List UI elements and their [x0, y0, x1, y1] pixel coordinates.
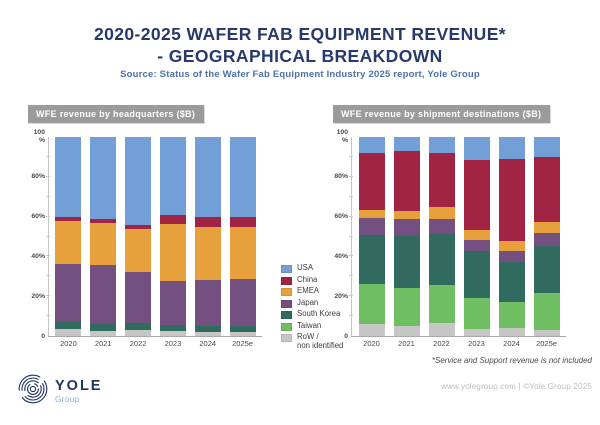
y-axis-label: 100 % — [33, 129, 45, 144]
legend-label: USA — [297, 263, 314, 272]
segment-china — [230, 217, 256, 227]
stacked-bar-2024 — [195, 137, 221, 336]
segment-china — [359, 153, 385, 210]
segment-south-korea — [464, 251, 490, 298]
x-axis-label: 2023 — [164, 339, 182, 348]
segment-emea — [125, 229, 151, 273]
stacked-bar-2025e — [534, 137, 560, 336]
legend-item — [281, 333, 343, 351]
x-axis-label: 2020 — [363, 339, 380, 348]
segment-japan — [429, 219, 455, 235]
legend-swatch — [281, 311, 292, 319]
axis-tick — [46, 275, 50, 276]
segment-usa — [464, 137, 490, 160]
segment-row-non-identified — [429, 323, 455, 336]
bar-slot — [86, 137, 121, 348]
segment-taiwan — [394, 288, 420, 326]
segment-japan — [55, 264, 81, 322]
y-axis-label: 60% — [31, 213, 45, 221]
x-axis-label: 2022 — [433, 339, 450, 348]
segment-japan — [195, 280, 221, 326]
segment-south-korea — [55, 322, 81, 329]
segment-south-korea — [534, 246, 560, 293]
stacked-bar-2021 — [90, 137, 116, 336]
segment-china — [195, 217, 221, 227]
segment-emea — [359, 210, 385, 218]
stacked-bar-2023 — [160, 137, 186, 336]
segment-usa — [55, 137, 81, 217]
legend-swatch — [281, 334, 292, 342]
bar-slot — [225, 137, 260, 348]
segment-japan — [160, 281, 186, 325]
legend-swatch — [281, 265, 292, 273]
page-title-line1: 2020-2025 WAFER FAB EQUIPMENT REVENUE* — [94, 24, 506, 44]
page-title — [0, 24, 600, 68]
segment-row-non-identified — [195, 332, 221, 336]
segment-south-korea — [125, 323, 151, 330]
segment-china — [429, 153, 455, 207]
axis-tick — [349, 295, 353, 296]
segment-japan — [499, 251, 525, 262]
segment-usa — [534, 137, 560, 157]
segment-emea — [55, 221, 81, 265]
axis-tick — [349, 196, 353, 197]
bar-slot — [529, 137, 564, 348]
plot-area-headquarters — [48, 137, 262, 348]
y-axis-label: 40% — [31, 253, 45, 261]
yole-logo-icon — [16, 372, 50, 411]
y-axis-label: 60% — [334, 213, 348, 221]
stacked-bar-2024 — [499, 137, 525, 336]
legend-swatch — [281, 300, 292, 308]
segment-japan — [359, 218, 385, 236]
stacked-bar-2025e — [230, 137, 256, 336]
segment-emea — [429, 207, 455, 219]
x-axis-label: 2025e — [536, 339, 557, 348]
legend-label: Taiwan — [297, 320, 322, 330]
legend — [281, 264, 343, 353]
footer-credit: www.yolegroup.com | ©Yole Group 2025 — [441, 382, 592, 391]
legend-swatch — [281, 323, 292, 331]
legend-label: South Korea — [297, 309, 341, 318]
segment-japan — [125, 272, 151, 323]
x-axis-label: 2024 — [503, 339, 520, 348]
axis-tick — [46, 236, 50, 237]
y-axis — [30, 129, 48, 341]
segment-usa — [90, 137, 116, 219]
legend-swatch — [281, 288, 292, 296]
y-axis-label: 40% — [334, 253, 348, 261]
segment-emea — [499, 241, 525, 251]
x-axis-label: 2022 — [129, 339, 147, 348]
x-axis-label: 2021 — [94, 339, 112, 348]
x-axis-label: 2021 — [398, 339, 415, 348]
bar-slot — [389, 137, 424, 348]
chart-headquarters — [30, 129, 262, 348]
axis-tick — [349, 236, 353, 237]
segment-emea — [464, 230, 490, 241]
y-axis-label: 80% — [31, 173, 45, 181]
bar-slot — [459, 137, 494, 348]
axis-tick — [349, 255, 353, 256]
segment-china — [534, 157, 560, 222]
yole-group-logo — [16, 372, 102, 411]
bar-slot — [51, 137, 86, 348]
axis-tick — [46, 156, 50, 157]
segment-row-non-identified — [125, 330, 151, 336]
segment-south-korea — [429, 234, 455, 285]
legend-label: China — [297, 274, 318, 284]
legend-item — [281, 276, 343, 285]
x-axis-label: 2020 — [60, 339, 77, 348]
axis-tick — [46, 216, 50, 217]
segment-emea — [90, 223, 116, 266]
segment-emea — [394, 211, 420, 219]
chart-title-headquarters: WFE revenue by headquarters ($B) — [28, 105, 204, 123]
plot-area-shipment-destinations — [351, 137, 566, 348]
legend-item — [281, 299, 343, 308]
logo-name: YOLE — [55, 378, 103, 395]
bar-slot — [424, 137, 459, 348]
y-axis-label: 100 % — [336, 129, 348, 144]
y-axis-label: 0 — [41, 333, 45, 341]
y-axis-label: 20% — [334, 293, 348, 301]
segment-emea — [195, 227, 221, 281]
segment-taiwan — [499, 302, 525, 328]
segment-usa — [499, 137, 525, 159]
axis-tick — [46, 196, 50, 197]
legend-label: Japan — [297, 297, 319, 307]
axis-tick — [349, 275, 353, 276]
segment-japan — [464, 240, 490, 251]
segment-japan — [90, 265, 116, 324]
axis-tick — [46, 255, 50, 256]
chart-title-shipment-destinations: WFE revenue by shipment destinations ($B) — [333, 105, 550, 123]
segment-china — [464, 160, 490, 230]
segment-row-non-identified — [90, 331, 116, 336]
y-axis-label: 80% — [334, 173, 348, 181]
y-axis-label: 0 — [344, 333, 348, 341]
source-line: Source: Status of the Wafer Fab Equipment Industry 2025 report, Yole Group — [120, 69, 480, 80]
segment-south-korea — [499, 262, 525, 302]
axis-tick — [349, 176, 353, 177]
segment-china — [499, 159, 525, 242]
segment-japan — [230, 279, 256, 326]
page-title-line2: - GEOGRAPHICAL BREAKDOWN — [157, 45, 443, 66]
segment-taiwan — [464, 298, 490, 329]
logo-subname: Group — [55, 394, 80, 404]
bar-slot — [354, 137, 389, 348]
segment-emea — [160, 224, 186, 282]
segment-china — [394, 151, 420, 211]
legend-swatch — [281, 277, 292, 285]
axis-tick — [349, 156, 353, 157]
segment-row-non-identified — [55, 329, 81, 336]
segment-south-korea — [359, 235, 385, 284]
legend-label: EMEA — [297, 286, 320, 295]
x-axis-label: 2024 — [199, 339, 217, 348]
segment-taiwan — [359, 284, 385, 324]
y-axis-label: 20% — [31, 293, 45, 301]
x-axis-label: 2023 — [468, 339, 485, 348]
axis-tick — [349, 315, 353, 316]
legend-item — [281, 287, 343, 296]
stacked-bar-2020 — [55, 137, 81, 336]
segment-row-non-identified — [534, 330, 560, 336]
segment-emea — [534, 222, 560, 233]
stacked-bar-2020 — [359, 137, 385, 336]
stacked-bar-2021 — [394, 137, 420, 336]
axis-tick — [46, 176, 50, 177]
segment-taiwan — [429, 285, 455, 323]
segment-taiwan — [534, 293, 560, 330]
segment-usa — [394, 137, 420, 151]
segment-row-non-identified — [464, 329, 490, 336]
yole-logo-text — [55, 379, 102, 404]
axis-tick — [46, 295, 50, 296]
segment-usa — [160, 137, 186, 215]
segment-row-non-identified — [359, 324, 385, 336]
segment-usa — [125, 137, 151, 225]
stacked-bar-2022 — [125, 137, 151, 336]
bar-slot — [494, 137, 529, 348]
segment-usa — [230, 137, 256, 217]
segment-japan — [394, 219, 420, 237]
footnote: *Service and Support revenue is not included — [431, 356, 592, 365]
segment-south-korea — [394, 236, 420, 288]
segment-south-korea — [90, 324, 116, 331]
bar-slot — [155, 137, 190, 348]
legend-item — [281, 322, 343, 331]
segment-row-non-identified — [160, 331, 186, 336]
segment-emea — [230, 227, 256, 280]
segment-row-non-identified — [394, 326, 420, 336]
axis-tick — [46, 315, 50, 316]
legend-item — [281, 264, 343, 273]
segment-usa — [429, 137, 455, 153]
chart-shipment-destinations — [333, 129, 566, 348]
segment-japan — [534, 233, 560, 247]
stacked-bar-2023 — [464, 137, 490, 336]
legend-item — [281, 310, 343, 319]
bar-slot — [121, 137, 156, 348]
bar-slot — [190, 137, 225, 348]
axis-tick — [349, 216, 353, 217]
segment-row-non-identified — [230, 332, 256, 336]
x-axis-label: 2025e — [232, 339, 253, 348]
segment-row-non-identified — [499, 328, 525, 336]
segment-usa — [195, 137, 221, 217]
segment-china — [160, 215, 186, 224]
stacked-bar-2022 — [429, 137, 455, 336]
legend-label: RoW / non identified — [297, 332, 344, 350]
segment-usa — [359, 137, 385, 153]
